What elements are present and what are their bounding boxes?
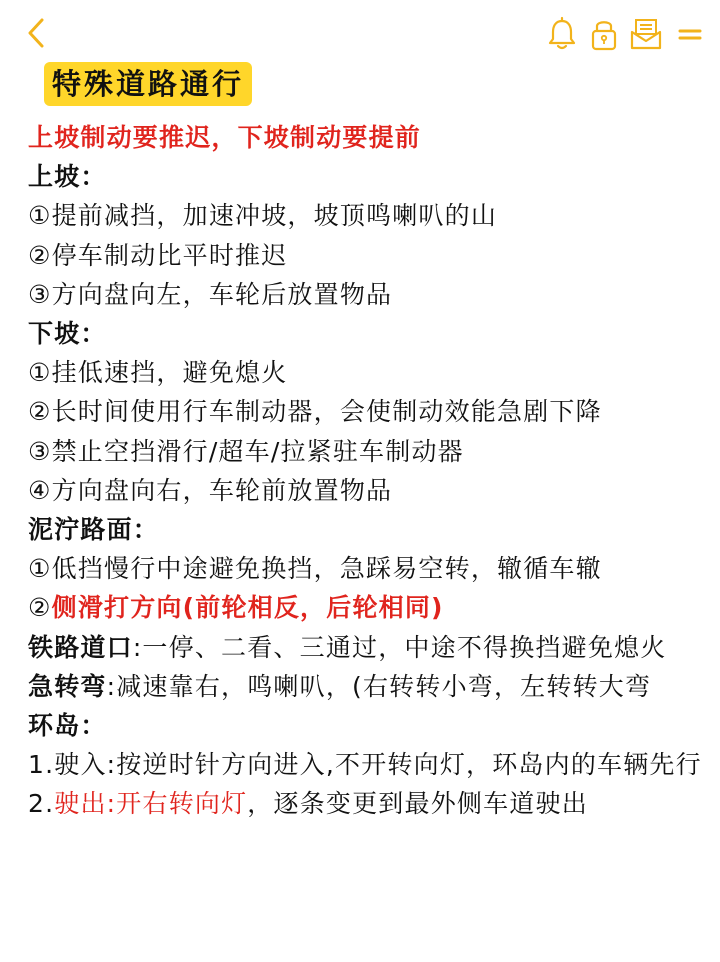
muddy-item: ①低挡慢行中途避免换挡，急踩易空转，辙循车辙 [28, 554, 602, 584]
bell-icon[interactable] [545, 16, 579, 52]
roundabout-item-2-rest: ，逐条变更到最外侧车道驶出 [247, 789, 588, 819]
menu-icon[interactable] [678, 16, 702, 52]
downhill-heading: 下坡： [28, 319, 107, 349]
muddy-item-2 [28, 588, 708, 627]
chevron-left-icon[interactable] [22, 16, 52, 50]
title-highlight [44, 62, 252, 106]
roundabout-item: 1.驶入:按逆时针方向进入,不开转向灯，环岛内的车辆先行 [28, 750, 702, 780]
railway-text: :一停、二看、三通过，中途不得换挡避免熄火 [132, 632, 667, 662]
skid-rule-highlight: 侧滑打方向(前轮相反，后轮相同) [51, 593, 444, 623]
rule-line: 上坡制动要推迟，下坡制动要提前 [28, 123, 422, 152]
mail-icon[interactable] [628, 16, 664, 52]
uphill-item: ③方向盘向左，车轮后放置物品 [28, 279, 393, 309]
sharp-turn-text: :减速靠右，鸣喇叭，(右转转小弯，左转转大弯 [106, 671, 652, 701]
downhill-item: ④方向盘向右，车轮前放置物品 [28, 475, 393, 505]
railway-crossing-paragraph [28, 628, 708, 667]
downhill-item: ③禁止空挡滑行/超车/拉紧驻车制动器 [28, 436, 464, 466]
sharp-turn-paragraph [28, 667, 708, 706]
roundabout-item-2 [28, 784, 708, 823]
uphill-item: ①提前减挡，加速冲坡，坡顶鸣喇叭的山 [28, 201, 498, 231]
uphill-item: ②停车制动比平时推迟 [28, 240, 288, 270]
downhill-item: ②长时间使用行车制动器，会使制动效能急剧下降 [28, 397, 602, 427]
downhill-item: ①挂低速挡，避免熄火 [28, 358, 288, 388]
muddy-heading: 泥泞路面： [28, 515, 160, 545]
uphill-heading: 上坡： [28, 162, 107, 192]
exit-rule-highlight: 驶出:开右转向灯 [54, 789, 248, 819]
sharp-turn-label: 急转弯 [28, 671, 107, 701]
top-nav-bar [0, 0, 720, 62]
roundabout-item-2-prefix: 2. [28, 789, 55, 819]
note-content [28, 118, 708, 824]
lock-icon[interactable] [587, 16, 621, 52]
muddy-item-2-prefix: ② [28, 593, 52, 623]
page-title: 特殊道路通行 [52, 67, 245, 101]
roundabout-heading: 环岛： [28, 711, 107, 741]
railway-label: 铁路道口 [28, 632, 133, 662]
